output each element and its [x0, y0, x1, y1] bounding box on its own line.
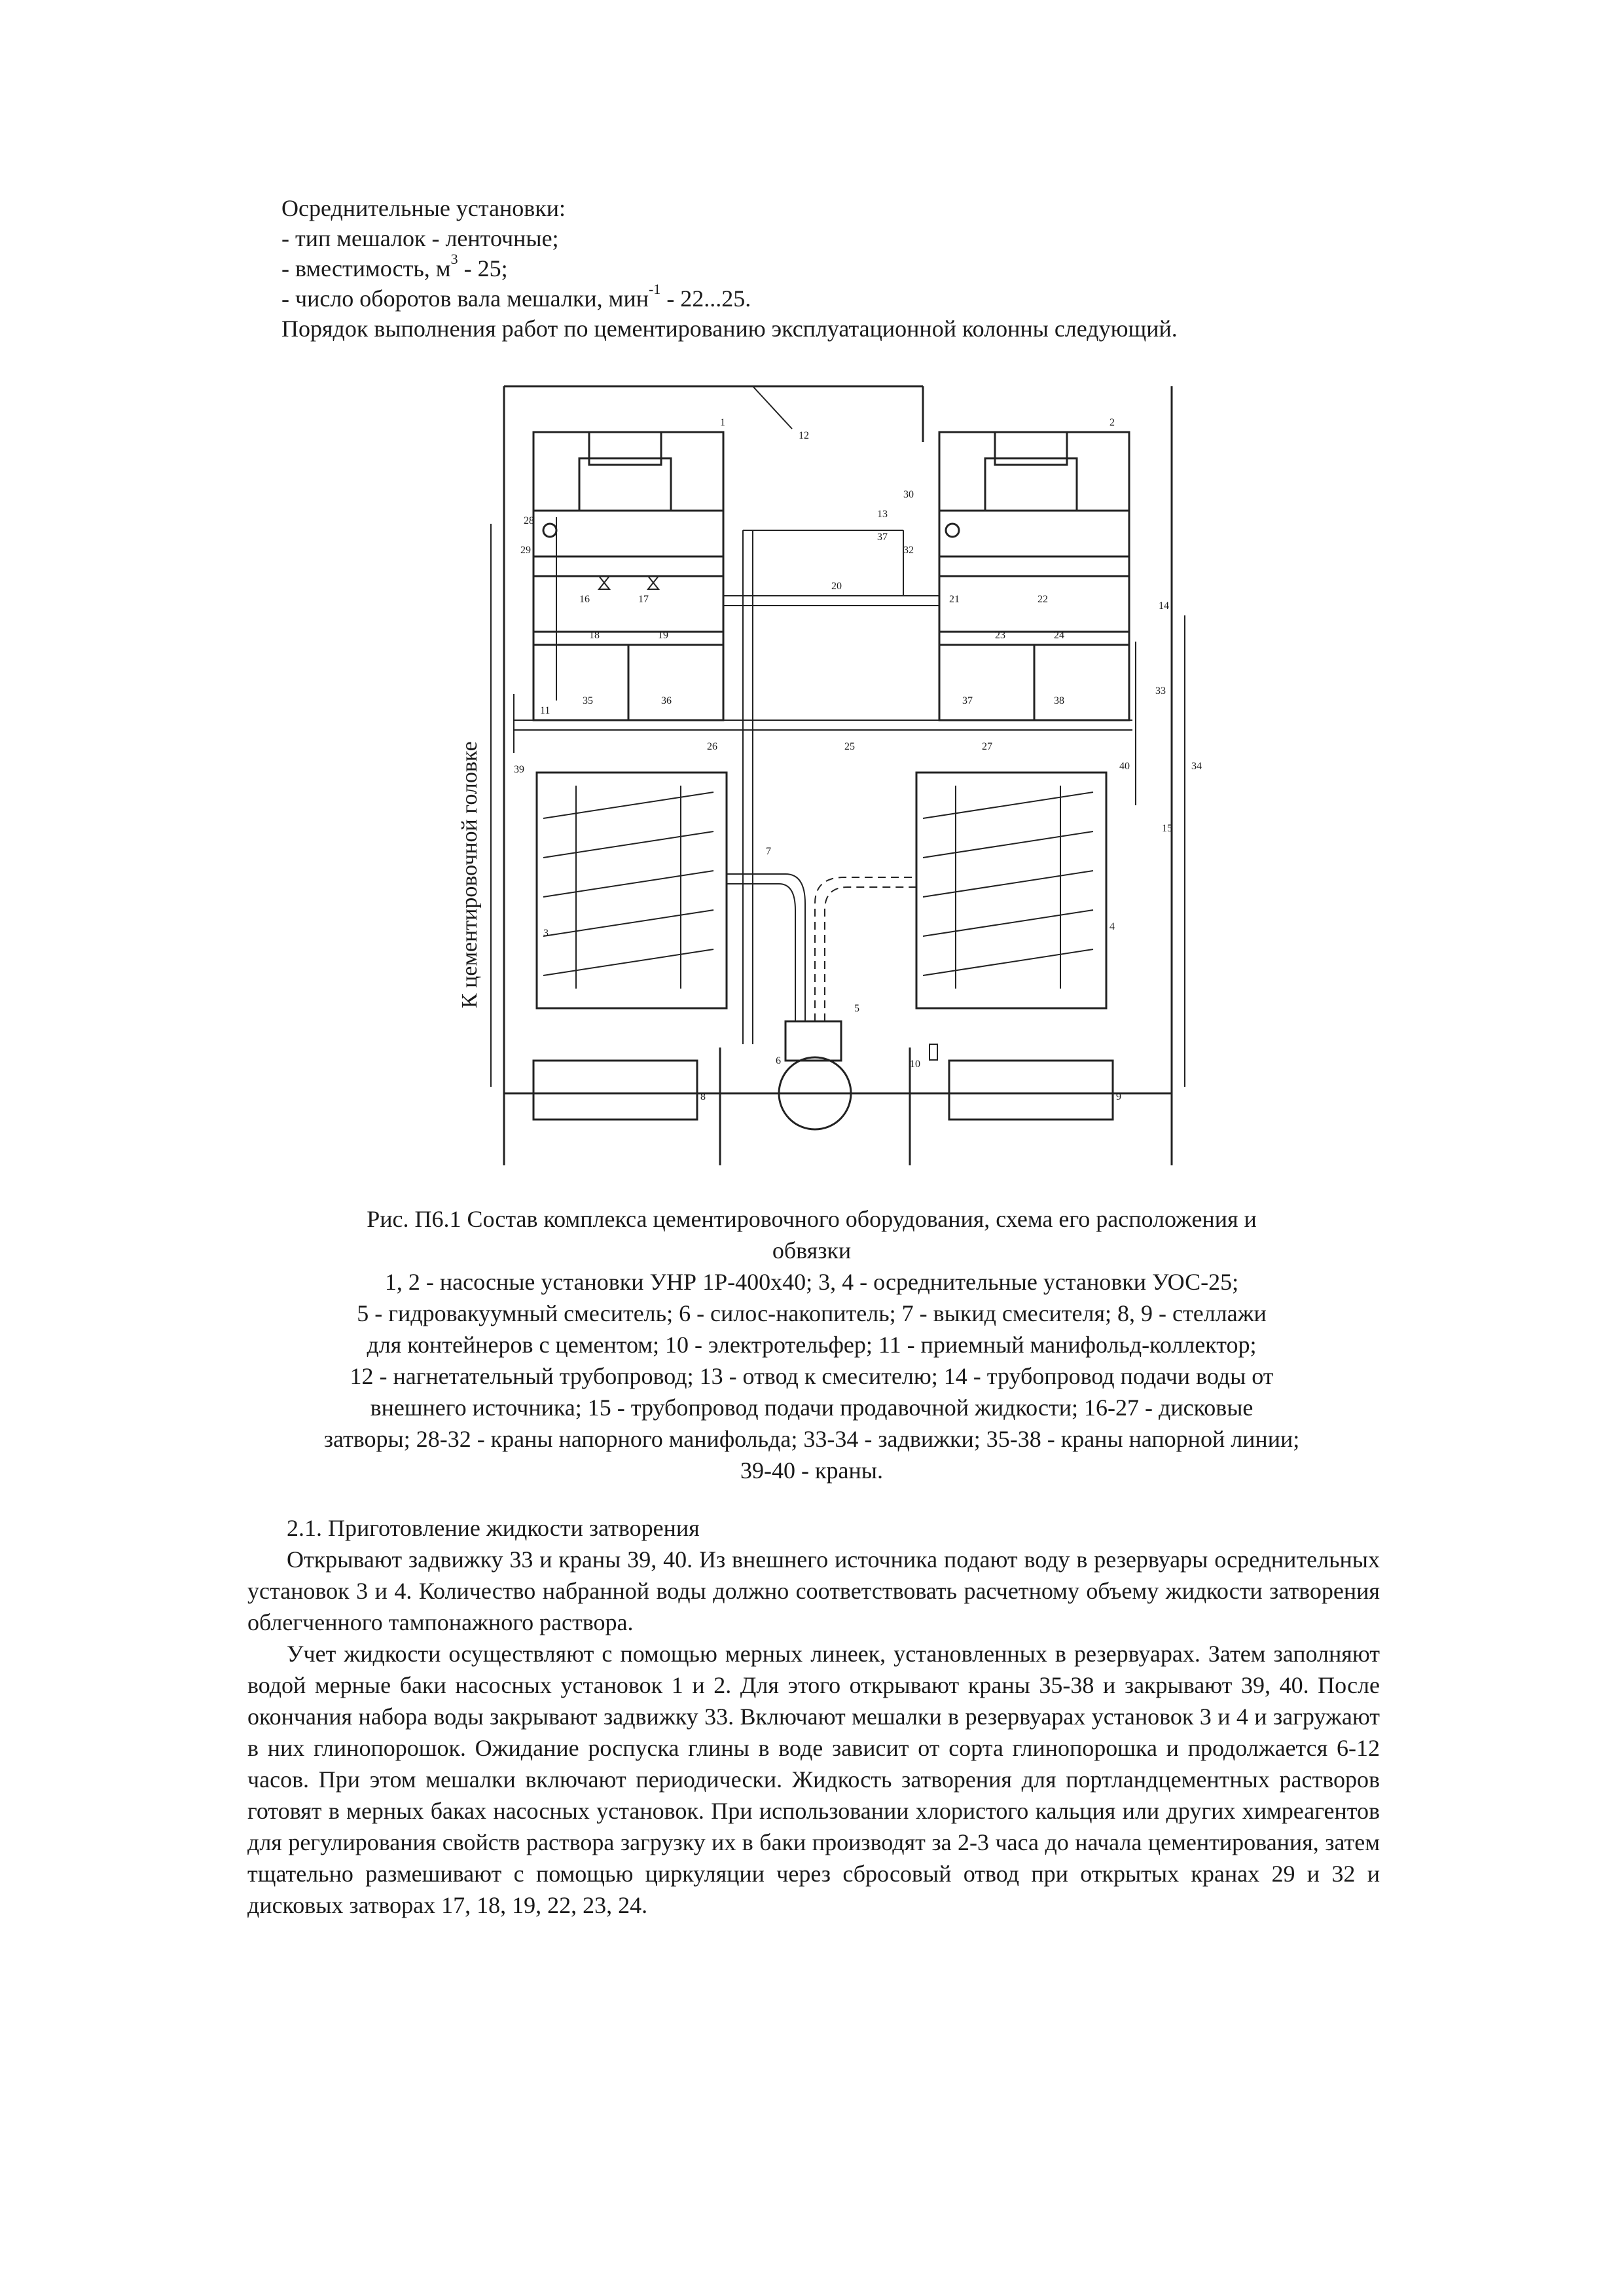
label-30: 30: [903, 489, 914, 500]
mixing-tank-3: [537, 773, 727, 1008]
label-11: 11: [540, 705, 550, 716]
section-2-1: [247, 1512, 1380, 1921]
label-22: 22: [1038, 594, 1048, 605]
label-36: 36: [661, 695, 672, 706]
caption-line-1: Рис. П6.1 Состав комплекса цементировочного оборудования, схема его расположения и: [367, 1206, 1257, 1232]
caption-line-8: затворы; 28-32 - краны напорного манифольда; 33-34 - задвижки; 35-38 - краны напорной линии;: [323, 1426, 1300, 1452]
label-12: 12: [799, 430, 809, 441]
label-14: 14: [1159, 600, 1169, 611]
label-2: 2: [1110, 417, 1115, 428]
caption-line-7: внешнего источника; 15 - трубопровод подачи продавочной жидкости; 16-27 - дисковые: [370, 1394, 1254, 1421]
label-25: 25: [844, 741, 855, 752]
label-38: 38: [1054, 695, 1064, 706]
label-35: 35: [583, 695, 593, 706]
mixing-tank-4: [916, 773, 1115, 1008]
label-23: 23: [995, 630, 1005, 641]
pump-unit-1: [520, 417, 725, 720]
section-paragraph-2: Учет жидкости осуществляют с помощью мерных линеек, установленных в резервуарах. Затем заполняют водой мерные баки насосных установок 1 и 2. Для этого открывают краны 35-38 и закрывают 39, 40. После окончания набора воды закрывают задвижку 33. Включают мешалки в резервуарах установок 3 и 4 и загружают в них глинопорошок. Ожидание роспуска глины в воде зависит от сорта глинопорошка и продолжается 6-12 часов. При этом мешалки включают периодически. Жидкость затворения для портландцементных растворов готовят в мерных баках насосных установок. При использовании хлористого кальция или других химреагентов для регулирования свойств раствора загрузку их в баки производят за 2-3 часа до начала цементирования, затем тщательно размешивают с помощью циркуляции через сбросовый отвод при открытых кранах 29 и 32 и дисковых затворах 17, 18, 19, 22, 23, 24.: [247, 1641, 1380, 1918]
label-40: 40: [1119, 761, 1130, 772]
mixer-and-silo: [776, 1003, 859, 1129]
side-label: К цементировочной головке: [458, 741, 482, 1008]
outer-frame: [504, 386, 1172, 1165]
intro-block: [281, 193, 1394, 344]
label-28: 28: [524, 515, 534, 526]
mixer-outlet-7: [727, 846, 916, 1021]
label-17: 17: [638, 594, 649, 605]
label-33: 33: [1155, 685, 1166, 697]
racks: [533, 1044, 1121, 1120]
label-3: 3: [543, 928, 549, 939]
label-37-bottom: 37: [962, 695, 973, 706]
label-5: 5: [854, 1003, 859, 1014]
label-29: 29: [520, 545, 531, 556]
section-paragraph-1: Открывают задвижку 33 и краны 39, 40. Из внешнего источника подают воду в резервуары осреднительных установок 3 и 4. Количество набранной воды должно соответствовать расчетному объему жидкости затворения облегченного тампонажного раствора.: [247, 1546, 1380, 1635]
label-1: 1: [720, 417, 725, 428]
label-9: 9: [1116, 1091, 1121, 1102]
figure-caption: [236, 1203, 1388, 1486]
label-27: 27: [982, 741, 992, 752]
intro-item-type: - тип мешалок - ленточные;: [281, 225, 559, 251]
label-34: 34: [1191, 761, 1202, 772]
equipment-diagram: [458, 380, 1211, 1178]
caption-line-5: для контейнеров с цементом; 10 - электротельфер; 11 - приемный манифольд-коллектор;: [367, 1332, 1257, 1358]
label-26: 26: [707, 741, 717, 752]
caption-line-2: обвязки: [772, 1237, 852, 1264]
label-7: 7: [766, 846, 771, 857]
label-6: 6: [776, 1055, 781, 1066]
label-10: 10: [910, 1059, 920, 1070]
caption-line-4: 5 - гидровакуумный смеситель; 6 - силос-накопитель; 7 - выкид смесителя; 8, 9 - стеллажи: [357, 1300, 1267, 1326]
label-19: 19: [658, 630, 668, 641]
label-18: 18: [589, 630, 600, 641]
intro-heading: Осреднительные установки:: [281, 195, 566, 221]
caption-line-3: 1, 2 - насосные установки УНР 1Р-400х40; 3, 4 - осреднительные установки УОС-25;: [384, 1269, 1239, 1295]
label-4: 4: [1110, 921, 1115, 932]
label-39: 39: [514, 764, 524, 775]
caption-line-6: 12 - нагнетательный трубопровод; 13 - отвод к смесителю; 14 - трубопровод подачи воды от: [350, 1363, 1274, 1389]
pump-unit-2: [877, 417, 1129, 720]
label-20: 20: [831, 581, 842, 592]
intro-item-rpm: - число оборотов вала мешалки, мин$^{-1}$ - 22...25.: [281, 281, 751, 312]
label-24: 24: [1054, 630, 1064, 641]
label-32: 32: [903, 545, 914, 556]
label-15: 15: [1162, 823, 1172, 834]
label-13: 13: [877, 509, 888, 520]
label-21: 21: [949, 594, 960, 605]
diagram-svg: [458, 380, 1211, 1178]
label-8: 8: [700, 1091, 706, 1102]
intro-order-line: Порядок выполнения работ по цементированию эксплуатационной колонны следующий.: [281, 316, 1178, 342]
side-label-group: [458, 524, 491, 1087]
label-37-top: 37: [877, 532, 888, 543]
label-16: 16: [579, 594, 590, 605]
intro-item-volume: - вместимость, $м^3 - 25$;: [281, 251, 508, 282]
pipe-12: [753, 386, 809, 441]
section-heading: 2.1. Приготовление жидкости затворения: [287, 1515, 700, 1541]
caption-line-9: 39-40 - краны.: [740, 1457, 883, 1484]
